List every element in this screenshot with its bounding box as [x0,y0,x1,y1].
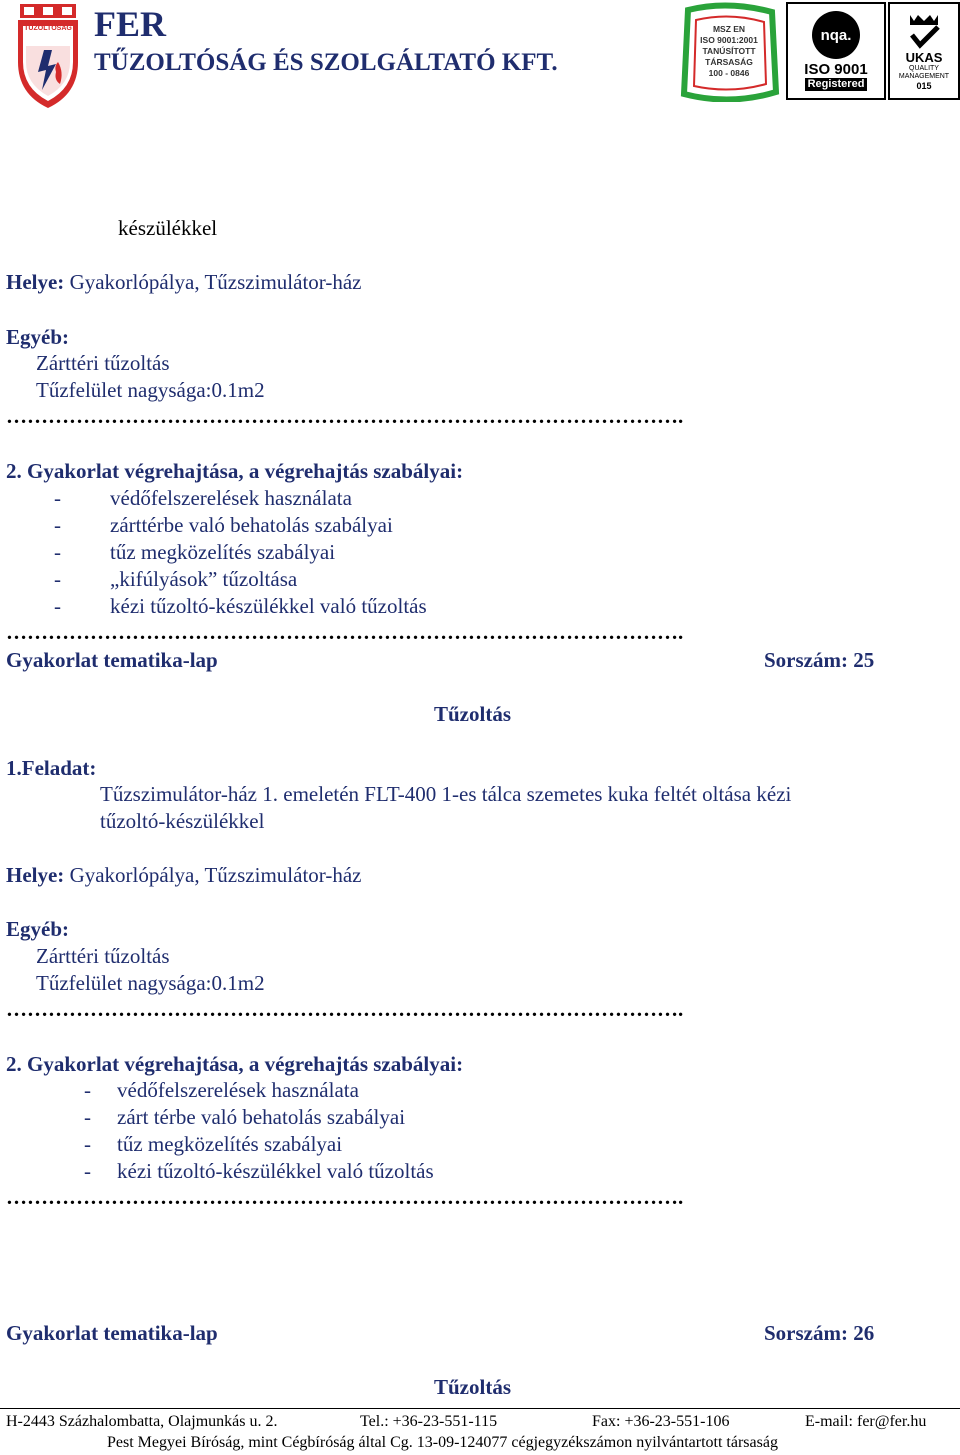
footer-registry: Pest Megyei Bíróság, mint Cégbíróság által Cg. 13-09-124077 cégjegyzékszámon nyilvántartott társaság [107,1434,778,1451]
list-item: - kézi tűzoltó-készülékkel való tűzoltás [84,1159,434,1183]
sheet-title: Gyakorlat tematika-lap [6,1321,218,1345]
footer-email: E-mail: fer@fer.hu [805,1413,927,1430]
location-value: Gyakorlópálya, Tűzszimulátor-ház [69,863,362,887]
msz-certificate-badge [678,2,780,102]
location-label: Helye: [6,863,65,887]
list-item: - védőfelszerelések használata [84,1078,359,1102]
list-item: - tűz megközelítés szabályai [84,1132,343,1156]
footer-fax: Fax: +36-23-551-106 [592,1413,730,1430]
task-line: Tűzszimulátor-ház 1. emeletén FLT-400 1-es tálca szemetes kuka feltét oltása kézi [100,782,792,806]
list-item: - védőfelszerelések használata [54,486,352,510]
location-value: Gyakorlópálya, Tűzszimulátor-ház [69,270,362,294]
ukas-number: 015 [916,81,932,91]
location-row [6,863,361,887]
other-line: Tűzfelület nagysága:0.1m2 [36,971,265,995]
sheet-title: Gyakorlat tematika-lap [6,648,218,672]
fire-department-logo [14,2,82,110]
company-full-name: TŰZOLTÓSÁG ÉS SZOLGÁLTATÓ KFT. [94,49,558,76]
other-label: Egyéb: [6,917,69,941]
location-row [6,270,361,294]
list-item: - zárttérbe való behatolás szabályai [54,513,393,537]
nqa-registered: Registered [805,78,868,91]
sheet-subject: Tűzoltás [434,702,512,726]
ukas-quality: QUALITY [909,65,939,72]
footer-divider [0,1408,960,1409]
ukas-management: MANAGEMENT [898,73,950,80]
other-label: Egyéb: [6,325,69,349]
location-label: Helye: [6,270,65,294]
separator-dots: ……………………………………………………………………………………. [6,620,684,644]
sheet-serial: Sorszám: 25 [764,648,875,672]
nqa-standard: ISO 9001 [804,61,868,78]
footer-address: H-2443 Százhalombatta, Olajmunkás u. 2. [6,1413,278,1430]
ukas-certificate-badge [888,2,960,100]
cert-msz-line: ISO 9001:2001 [700,35,758,45]
list-item: - zárt térbe való behatolás szabályai [84,1105,406,1129]
nqa-certificate-badge [786,2,886,100]
separator-dots: ……………………………………………………………………………………. [6,1185,684,1209]
separator-dots: ……………………………………………………………………………………. [6,404,684,428]
cert-msz-line: TÁRSASÁG [705,57,753,67]
task-line: tűzoltó-készülékkel [100,809,265,833]
list-item: - „kifúlyások” tűzoltása [54,567,298,591]
company-short-name: FER [94,4,166,44]
ukas-name: UKAS [905,50,943,65]
task-label: 1.Feladat: [6,756,97,780]
crown-tick-icon [904,11,944,51]
footer-tel: Tel.: +36-23-551-115 [360,1413,498,1430]
list-item: - tűz megközelítés szabályai [54,540,336,564]
step2-title: 2. Gyakorlat végrehajtása, a végrehajtás szabályai: [6,1052,464,1076]
logo-text: TŰZOLTÓSÁG [24,25,72,32]
separator-dots: ……………………………………………………………………………………. [6,997,684,1021]
shield-logo-icon [14,2,82,110]
sheet-subject: Tűzoltás [434,1375,512,1399]
other-line: Zárttéri tűzoltás [36,944,170,968]
cert-msz-line: 100 - 0846 [708,68,750,78]
other-line: Tűzfelület nagysága:0.1m2 [36,378,265,402]
step2-title: 2. Gyakorlat végrehajtása, a végrehajtás szabályai: [6,459,464,483]
nqa-logo-icon: nqa. [812,11,860,59]
cert-msz-line: MSZ EN [712,24,746,34]
other-line: Zárttéri tűzoltás [36,351,170,375]
cert-msz-line: TANÚSÍTOTT [702,46,756,56]
list-item: - kézi tűzoltó-készülékkel való tűzoltás [54,594,427,618]
sheet-serial: Sorszám: 26 [764,1321,875,1345]
continuation-text: készülékkel [118,216,218,240]
